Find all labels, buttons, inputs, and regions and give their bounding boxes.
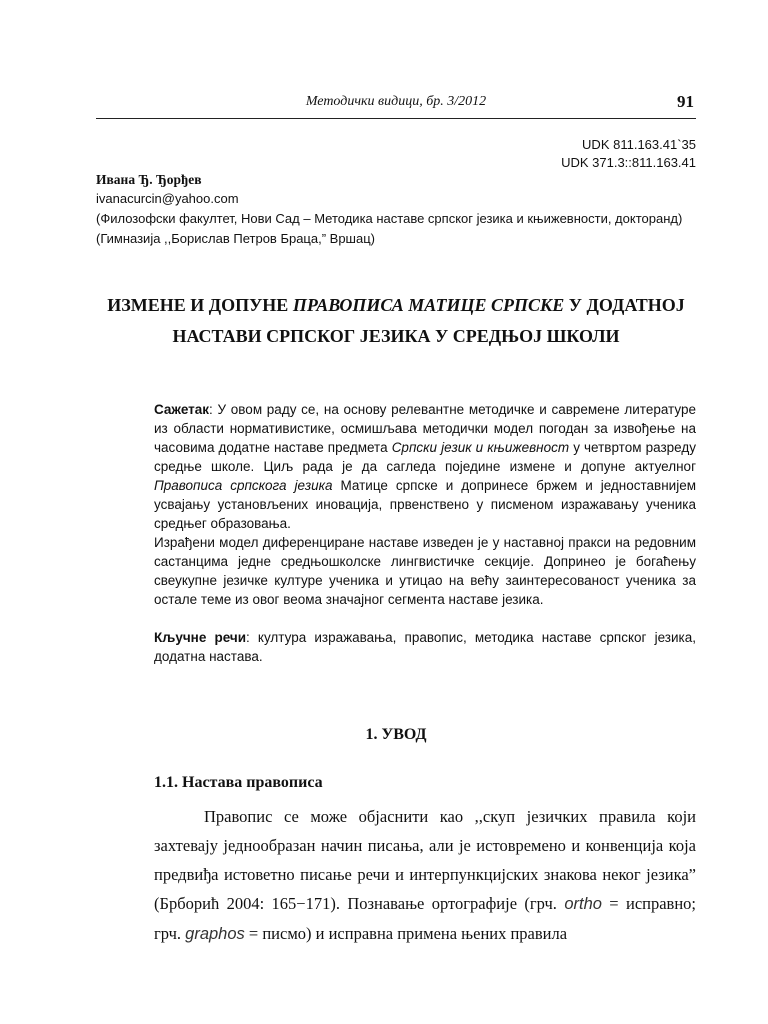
section-heading: 1. УВОД	[365, 726, 427, 743]
body-text	[154, 802, 696, 949]
running-header	[96, 90, 696, 119]
keywords-label: Кључне речи	[154, 630, 247, 645]
author-block	[96, 170, 696, 249]
udk-code: UDK 371.3::811.163.41	[561, 155, 696, 170]
subsection-heading: 1.1. Настава правописа	[154, 774, 323, 791]
abstract-label: Сажетак	[154, 402, 210, 417]
body-span: Правопис се може објаснити као ,,скуп језичких правила који захтевају једнообразан начин писања, али је истовремено и конвенција која предвиђа истоветно писање речи и интерпункцијских знакова неког језика” (Брборић 2004: 165−171). Познавање ортографије (грч.	[154, 807, 696, 913]
keywords	[154, 628, 696, 666]
author-affiliation: (Филозофски факултет, Нови Сад – Методика наставе српског језика и књижевности, докторанд)	[96, 211, 683, 226]
keywords-text: : култура изражавања, правопис, методика наставе српског језика, додатна настава.	[154, 630, 696, 664]
body-span: = писмо) и исправна примена њених правила	[244, 924, 568, 943]
page-number: 91	[677, 92, 694, 111]
article-title	[96, 290, 696, 352]
abstract-text: у четвртом разреду средње школе. Циљ рада је да сагледа поједине измене и допуне актуелног	[154, 440, 696, 474]
abstract-italic: Српски језик и књижевност	[391, 440, 570, 455]
body-gloss: ortho	[564, 895, 602, 913]
author-affiliation: (Гимназија ,,Борислав Петров Браца,” Вршац)	[96, 231, 375, 246]
abstract	[154, 400, 696, 666]
body-paragraph	[154, 802, 696, 949]
title-italic: ПРАВОПИСА МАТИЦЕ СРПСКЕ	[292, 295, 565, 315]
body-gloss: graphos	[185, 925, 245, 943]
body-span: = исправно; грч.	[154, 894, 697, 943]
abstract-text: Матице српске и допринесе бржем и једноставнијем усвајању установљених иновација, првенствено у писменом изражавању ученика средњег образовања.	[154, 478, 697, 531]
abstract-paragraph: Израђени модел диференциране наставе изведен је у наставној пракси на редовним састанцима једне средњошколске лингвистичке секције. Допринео је богаћењу свеукупне језичке културе ученика и утицао на већу заинтересованост ученика за остале теме из овог веома значајног сегмента наставе језика.	[154, 535, 696, 607]
title-text: ИЗМЕНЕ И ДОПУНЕ	[107, 295, 293, 315]
udk-codes	[561, 136, 696, 172]
author-email: ivanacurcin@yahoo.com	[96, 191, 239, 206]
abstract-text: : У овом раду се, на основу релевантне методичке и савремене литературе из области нормативистике, осмишљава методички модел погодан за извођење на часовима додатне наставе предмета	[154, 402, 696, 455]
author-name: Ивана Ђ. Ђорђев	[96, 172, 202, 187]
journal-title: Методички видици, бр. 3/2012	[305, 94, 487, 109]
abstract-paragraph	[154, 400, 696, 533]
title-text: У ДОДАТНОЈ НАСТАВИ СРПСКОГ ЈЕЗИКА У СРЕДЊОЈ ШКОЛИ	[172, 295, 685, 346]
abstract-italic: Правописа српскога језика	[154, 478, 333, 493]
udk-code: UDK 811.163.41`35	[582, 137, 696, 152]
